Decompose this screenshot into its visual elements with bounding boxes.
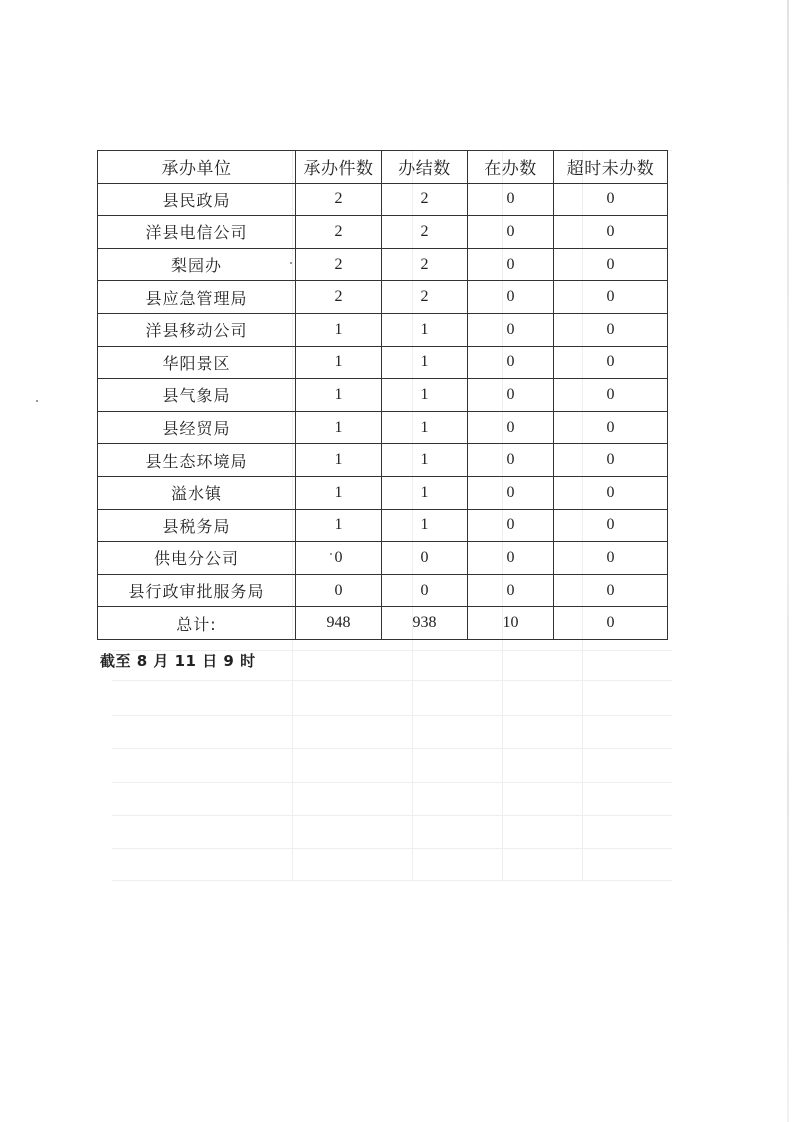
cell-closed: 1 — [382, 346, 468, 379]
cell-closed: 2 — [382, 248, 468, 281]
cell-overdue: 0 — [554, 216, 668, 249]
cutoff-time-note: 截至 8 月 11 日 9 时 — [100, 652, 256, 670]
cell-unit: 县经贸局 — [98, 411, 296, 444]
cell-accepted: 2 — [296, 216, 382, 249]
cell-overdue: 0 — [554, 183, 668, 216]
cell-accepted: 1 — [296, 379, 382, 412]
cell-pending: 0 — [468, 248, 554, 281]
cell-overdue: 0 — [554, 542, 668, 575]
header-accepted: 承办件数 — [296, 151, 382, 184]
cell-closed: 1 — [382, 313, 468, 346]
table-total-row — [98, 607, 668, 640]
table-row — [98, 379, 668, 412]
report-table — [97, 150, 668, 640]
total-overdue: 0 — [554, 607, 668, 640]
total-closed: 938 — [382, 607, 468, 640]
header-pending: 在办数 — [468, 151, 554, 184]
cell-accepted: 1 — [296, 444, 382, 477]
cell-overdue: 0 — [554, 346, 668, 379]
cell-pending: 0 — [468, 411, 554, 444]
cell-pending: 0 — [468, 574, 554, 607]
cell-accepted: 1 — [296, 313, 382, 346]
cell-pending: 0 — [468, 216, 554, 249]
cell-accepted: 2 — [296, 248, 382, 281]
cell-pending: 0 — [468, 183, 554, 216]
cell-closed: 1 — [382, 476, 468, 509]
cell-overdue: 0 — [554, 476, 668, 509]
header-closed: 办结数 — [382, 151, 468, 184]
cell-accepted: 1 — [296, 509, 382, 542]
cell-pending: 0 — [468, 313, 554, 346]
cell-pending: 0 — [468, 379, 554, 412]
cell-unit: 梨园办 — [98, 248, 296, 281]
table-row — [98, 574, 668, 607]
table-row — [98, 216, 668, 249]
cell-pending: 0 — [468, 281, 554, 314]
cell-pending: 0 — [468, 346, 554, 379]
cell-unit: 洋县移动公司 — [98, 313, 296, 346]
cell-unit: 县民政局 — [98, 183, 296, 216]
cell-pending: 0 — [468, 444, 554, 477]
table-row — [98, 313, 668, 346]
table-row — [98, 509, 668, 542]
cell-accepted: 1 — [296, 476, 382, 509]
table-row — [98, 183, 668, 216]
scan-edge — [787, 0, 789, 1122]
cell-overdue: 0 — [554, 411, 668, 444]
header-overdue: 超时未办数 — [554, 151, 668, 184]
header-unit: 承办单位 — [98, 151, 296, 184]
table-row — [98, 411, 668, 444]
cell-unit: 县气象局 — [98, 379, 296, 412]
cell-closed: 1 — [382, 444, 468, 477]
cell-accepted: 2 — [296, 281, 382, 314]
cell-unit: 洋县电信公司 — [98, 216, 296, 249]
cell-overdue: 0 — [554, 509, 668, 542]
scan-speck — [36, 400, 38, 402]
cell-accepted: 2 — [296, 183, 382, 216]
cell-pending: 0 — [468, 542, 554, 575]
cell-unit: 县行政审批服务局 — [98, 574, 296, 607]
total-pending: 10 — [468, 607, 554, 640]
cell-overdue: 0 — [554, 379, 668, 412]
cell-accepted: 1 — [296, 411, 382, 444]
table-row — [98, 476, 668, 509]
cell-closed: 2 — [382, 281, 468, 314]
cell-unit: 溢水镇 — [98, 476, 296, 509]
table-row — [98, 346, 668, 379]
cell-closed: 0 — [382, 574, 468, 607]
total-accepted: 948 — [296, 607, 382, 640]
total-label: 总计: — [98, 607, 296, 640]
cell-pending: 0 — [468, 476, 554, 509]
cell-closed: 1 — [382, 509, 468, 542]
cell-pending: 0 — [468, 509, 554, 542]
cell-overdue: 0 — [554, 281, 668, 314]
table-row — [98, 444, 668, 477]
cell-closed: 2 — [382, 216, 468, 249]
table-row — [98, 281, 668, 314]
cell-unit: 华阳景区 — [98, 346, 296, 379]
cell-closed: 0 — [382, 542, 468, 575]
cell-accepted: 0 — [296, 574, 382, 607]
cell-overdue: 0 — [554, 313, 668, 346]
cell-unit: 县生态环境局 — [98, 444, 296, 477]
table-row — [98, 248, 668, 281]
cell-overdue: 0 — [554, 248, 668, 281]
cell-closed: 1 — [382, 411, 468, 444]
cell-closed: 1 — [382, 379, 468, 412]
cell-closed: 2 — [382, 183, 468, 216]
cell-overdue: 0 — [554, 574, 668, 607]
cell-unit: 县应急管理局 — [98, 281, 296, 314]
cell-unit: 供电分公司 — [98, 542, 296, 575]
cell-unit: 县税务局 — [98, 509, 296, 542]
table-row — [98, 542, 668, 575]
table-header-row — [98, 151, 668, 184]
cell-accepted: 0 — [296, 542, 382, 575]
cell-accepted: 1 — [296, 346, 382, 379]
cell-overdue: 0 — [554, 444, 668, 477]
